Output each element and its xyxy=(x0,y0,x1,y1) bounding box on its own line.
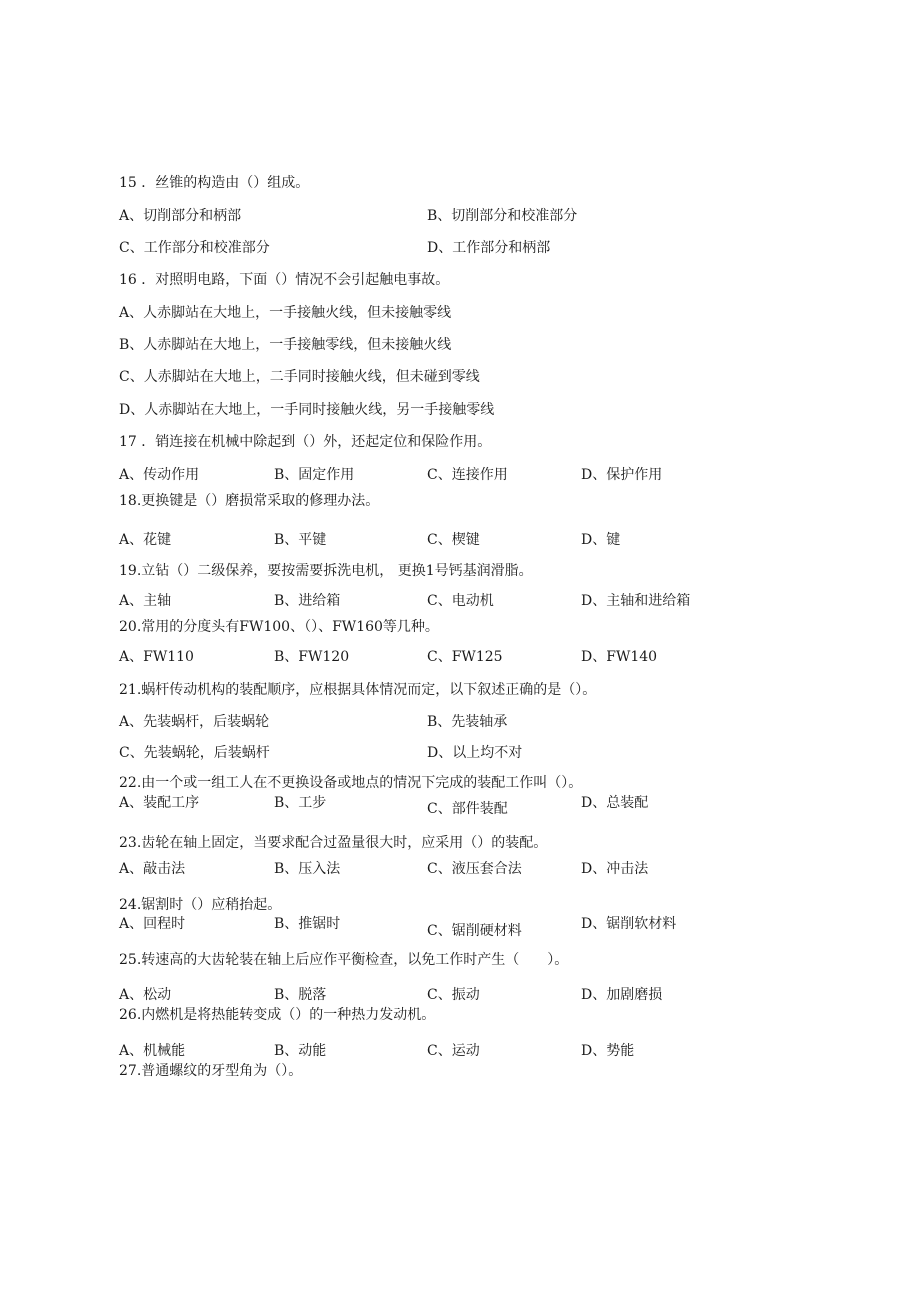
question-18-stem: 18.更换键是（）磨损常采取的修理办法。 xyxy=(119,493,380,509)
question-26-option-a: A、机械能 xyxy=(119,1043,186,1059)
question-24-option-c: C、锯削硬材料 xyxy=(427,923,522,939)
question-16-option-b: B、人赤脚站在大地上，一手接触零线，但未接触火线 xyxy=(119,337,452,353)
question-16-option-c: C、人赤脚站在大地上，二手同时接触火线，但未碰到零线 xyxy=(119,369,480,385)
question-16-option-d: D、人赤脚站在大地上，一手同时接触火线，另一手接触零线 xyxy=(119,402,495,418)
question-22-option-a: A、装配工序 xyxy=(119,795,200,811)
question-21-stem: 21.蜗杆传动机构的装配顺序，应根据具体情况而定，以下叙述正确的是（）。 xyxy=(119,682,597,698)
question-26-option-c: C、运动 xyxy=(427,1043,480,1059)
question-19-option-d: D、主轴和进给箱 xyxy=(581,593,691,609)
question-17-option-c: C、连接作用 xyxy=(427,467,508,483)
question-21-option-d: D、以上均不对 xyxy=(427,745,523,761)
question-23-option-b: B、压入法 xyxy=(274,861,341,877)
question-20-option-d: D、FW140 xyxy=(581,649,658,665)
question-25-option-b: B、脱落 xyxy=(274,987,327,1003)
question-24-option-d: D、锯削软材料 xyxy=(581,916,677,932)
question-15-stem: 15 ．丝锥的构造由（）组成。 xyxy=(119,175,310,191)
question-26-option-b: B、动能 xyxy=(274,1043,327,1059)
question-24-option-a: A、回程时 xyxy=(119,916,186,932)
question-16-option-a: A、人赤脚站在大地上，一手接触火线，但未接触零线 xyxy=(119,305,452,321)
question-18-option-b: B、平键 xyxy=(274,532,327,548)
question-24-option-b: B、推锯时 xyxy=(274,916,341,932)
question-26-option-d: D、势能 xyxy=(581,1043,635,1059)
question-17-stem: 17 ．销连接在机械中除起到（）外，还起定位和保险作用。 xyxy=(119,434,492,450)
question-20-option-b: B、FW120 xyxy=(274,649,350,665)
question-22-option-c: C、部件装配 xyxy=(427,801,508,817)
question-23-option-d: D、冲击法 xyxy=(581,861,649,877)
question-18-option-c: C、楔键 xyxy=(427,532,480,548)
question-20-option-a: A、FW110 xyxy=(119,649,194,665)
question-23-option-c: C、液压套合法 xyxy=(427,861,522,877)
question-21-option-a: A、先装蜗杆，后装蜗轮 xyxy=(119,714,270,730)
question-17-option-a: A、传动作用 xyxy=(119,467,200,483)
question-17-option-d: D、保护作用 xyxy=(581,467,663,483)
question-22-option-d: D、总装配 xyxy=(581,795,649,811)
question-27-stem: 27.普通螺纹的牙型角为（）。 xyxy=(119,1063,303,1079)
question-22-stem: 22.由一个或一组工人在不更换设备或地点的情况下完成的装配工作叫（）。 xyxy=(119,775,583,791)
question-15-option-a: A、切削部分和柄部 xyxy=(119,208,242,224)
question-24-stem: 24.锯割时（）应稍抬起。 xyxy=(119,897,282,913)
question-23-option-a: A、敲击法 xyxy=(119,861,186,877)
question-22-option-b: B、工步 xyxy=(274,795,327,811)
question-25-option-c: C、振动 xyxy=(427,987,480,1003)
question-19-option-a: A、主轴 xyxy=(119,593,172,609)
question-19-option-c: C、电动机 xyxy=(427,593,494,609)
question-18-option-d: D、键 xyxy=(581,532,621,548)
question-25-option-d: D、加剧磨损 xyxy=(581,987,663,1003)
question-21-option-c: C、先装蜗轮，后装蜗杆 xyxy=(119,745,270,761)
question-19-option-b: B、进给箱 xyxy=(274,593,341,609)
question-25-stem: 25.转速高的大齿轮装在轴上后应作平衡检查，以免工作时产生（ ）。 xyxy=(119,952,569,968)
question-21-option-b: B、先装轴承 xyxy=(427,714,508,730)
question-20-option-c: C、FW125 xyxy=(427,649,503,665)
question-26-stem: 26.内燃机是将热能转变成（）的一种热力发动机。 xyxy=(119,1007,436,1023)
question-15-option-c: C、工作部分和校准部分 xyxy=(119,240,270,256)
question-17-option-b: B、固定作用 xyxy=(274,467,355,483)
question-19-stem: 19.立钻（）二级保养，要按需要拆洗电机， 更换1号钙基润滑脂。 xyxy=(119,563,533,579)
question-16-stem: 16 ．对照明电路，下面（）情况不会引起触电事故。 xyxy=(119,272,450,288)
question-15-option-b: B、切削部分和校准部分 xyxy=(427,208,578,224)
question-18-option-a: A、花键 xyxy=(119,532,172,548)
question-23-stem: 23.齿轮在轴上固定，当要求配合过盈量很大时，应采用（）的装配。 xyxy=(119,835,548,851)
question-15-option-d: D、工作部分和柄部 xyxy=(427,240,551,256)
question-25-option-a: A、松动 xyxy=(119,987,172,1003)
question-20-stem: 20.常用的分度头有FW100、（）、FW160等几种。 xyxy=(119,619,439,635)
